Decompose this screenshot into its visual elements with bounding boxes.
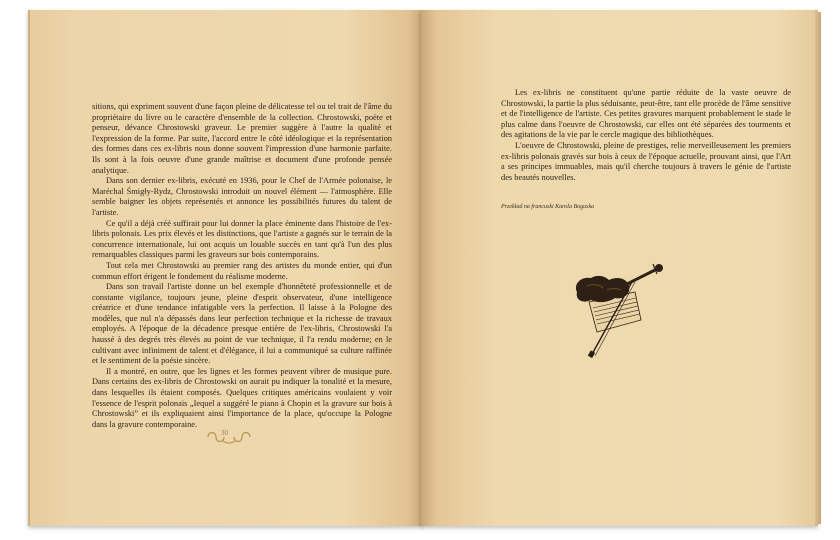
page-number-ornament [204, 428, 254, 446]
paragraph: Les ex-libris ne constituent qu'une partie réduite de la vaste oeuvre de Chrostowski, la partie la plus séduisante, peut-être, tant elle procède de l'âme sensitive et de l'intelligence de l'artiste. Ces petites gravures marquent probablement le stade le plus calme dans l'oeuvre de Chrostowski, car elles ont été séparées des tourments et des agitations de la vie par le cercle magique des bibliothèques. [501, 88, 791, 140]
paragraph: sitions, qui expriment souvent d'une façon pleine de délicatesse tel ou tel trait de l'âme du propriétaire du livre ou le caractère d'ensemble de la collection. Chrostowski, poète et penseur, dévance Chrostowski graveur. Le premier suggère à l'autre la qualité et l'expression de la forme. Par suite, l'accord entre le côté idéologique et la représentation des formes dans ces ex-libris nous donne souvent l'impression d'une harmonie parfaite. Ils sont à la fois oeuvre d'une grande maîtrise et document d'une profonde pensée analytique. [92, 102, 392, 175]
page-edges [815, 12, 821, 524]
flourish-icon [204, 428, 254, 446]
paragraph: Dans son travail l'artiste donne un bel exemple d'honnêteté professionnelle et de constante vigilance, toujours jeune, pleine d'esprit observateur, d'une intelligence créatrice et d'une tendance infatigable vers la perfection. Il laisse à la Pologne des modèles, que nul n'a dépassés dans leur perfection technique et la richesse de travaux employés. A l'époque de la décadence presque entière de l'ex-libris, Chrostowski l'a haussé à des degrés très élevés au point de vue technique, il l'a rendu moderne; en le cultivant avec infiniment de talent et d'élégance, il lui a communiqué sa culture raffinée et le sentiment de la poésie sincère. [92, 282, 392, 366]
right-page-text [501, 88, 791, 183]
page-number: 30 [221, 429, 228, 437]
paragraph: Ce qu'il a déjà créé suffirait pour lui donner la place éminente dans l'histoire de l'ex-libris polonais. Les prix élevés et les distinctions, que l'artiste a gagnés sur le terrain de la concurrence internationale, lui ont acquis un louable succès en tant qu'à l'un des plus remarquables classiques parmi les graveurs sur bois contemporains. [92, 218, 392, 260]
left-page-text [92, 102, 392, 430]
right-page [421, 10, 818, 526]
violin-woodcut-icon [569, 250, 671, 362]
paragraph: Dans son dernier ex-libris, exécuté en 1936, pour le Chef de l'Armée polonaise, le Maréchal Śmigły-Rydz, Chrostowski introduit un nouvel élément — l'atmosphère. Elle semble baigner les objets représentés et annonce les possibilités futures du talent de l'artiste. [92, 176, 392, 217]
paragraph: Il a montré, en outre, que les lignes et les formes peuvent vibrer de musique pure. Dans certains des ex-libris de Chrostowski on aurait pu indiquer la tonalité et la mesure, dans lesquelles ils étaient composés. Quelques critiques américains voulaient y voir l'essence de l'esprit polonais „Iequel a suggéré le piano à Chopin et la gravure sur bois à Chrostowski” et ils expliquaient ainsi l'importance de la place, qu'occupe la Pologne dans la gravure contemporaine. [92, 366, 392, 429]
paragraph: Tout cela met Chrostowski au premier rang des artistes du monde entier, qui d'un commun effort érigent le fondement du réalisme moderne. [92, 260, 392, 281]
translator-credit: Przekład na francuski Karola Boguska [501, 204, 595, 210]
left-page [28, 10, 423, 526]
paragraph: L'oeuvre de Chrostowski, pleine de prestiges, relie merveilleusement les premiers ex-libris polonais gravés sur bois à ceux de l'époque actuelle, prouvant ainsi, que l'Art a ses principes immuables, mais qu'il cherche toujours à travers le génie de l'artiste des beautés nouvelles. [501, 140, 791, 182]
open-book [22, 10, 824, 528]
